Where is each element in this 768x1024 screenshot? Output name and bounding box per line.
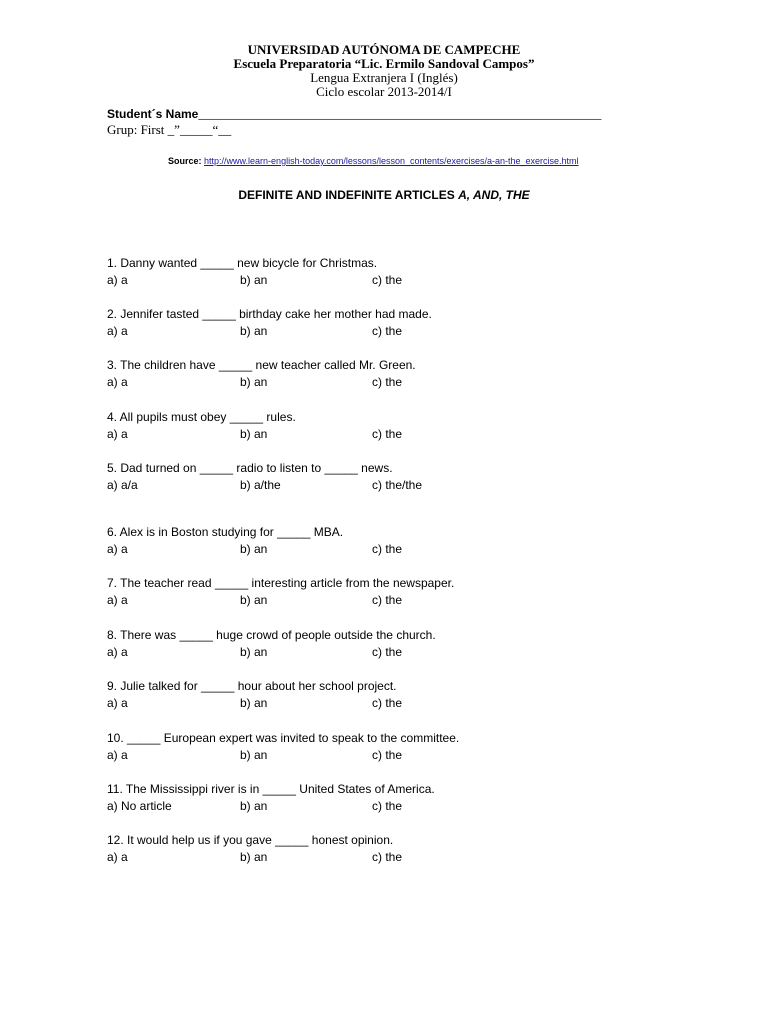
option-b: b) a/the	[240, 478, 281, 492]
student-name-blank: ______________________________________________________________	[198, 106, 602, 121]
option-a: a) No article	[107, 799, 172, 813]
option-a: a) a	[107, 375, 128, 389]
option-b: b) an	[240, 799, 268, 813]
option-c: c) the/the	[372, 478, 423, 492]
answer-options	[107, 323, 667, 340]
question-stem: 11. The Mississippi river is in _____ United States of America.	[107, 782, 435, 796]
source-link[interactable]: http://www.learn-english-today.com/lessons/lesson_contents/exercises/a-an-the_exercise.html	[204, 156, 579, 166]
question-item	[107, 678, 667, 712]
option-c: c) the	[372, 375, 403, 389]
answer-options	[107, 644, 667, 661]
exercise-title-italic: A, AND, THE	[458, 188, 530, 202]
group-line: Grup: First _”_____“__	[107, 122, 232, 137]
answer-options	[107, 477, 667, 494]
option-c: c) the	[372, 273, 403, 287]
source-line	[168, 156, 579, 167]
option-c: c) the	[372, 427, 403, 441]
option-c: c) the	[372, 645, 403, 659]
question-stem: 12. It would help us if you gave _____ honest opinion.	[107, 833, 394, 847]
university-name: UNIVERSIDAD AUTÓNOMA DE CAMPECHE	[247, 42, 521, 57]
option-b: b) an	[240, 748, 268, 762]
option-a: a) a	[107, 542, 128, 556]
option-a: a) a	[107, 850, 128, 864]
option-c: c) the	[372, 748, 403, 762]
option-c: c) the	[372, 593, 403, 607]
question-item	[107, 575, 667, 609]
course-name: Lengua Extranjera I (Inglés)	[310, 70, 458, 85]
document-header	[0, 43, 768, 99]
question-stem: 10. _____ European expert was invited to speak to the committee.	[107, 731, 460, 745]
option-b: b) an	[240, 427, 268, 441]
answer-options	[107, 798, 667, 815]
option-b: b) an	[240, 273, 268, 287]
question-item	[107, 627, 667, 661]
question-stem: 6. Alex is in Boston studying for _____ MBA.	[107, 525, 344, 539]
question-item	[107, 730, 667, 764]
option-c: c) the	[372, 850, 403, 864]
exercise-title-main: DEFINITE AND INDEFINITE ARTICLES	[238, 188, 459, 202]
option-a: a) a	[107, 427, 128, 441]
option-c: c) the	[372, 542, 403, 556]
answer-options	[107, 374, 667, 391]
school-name: Escuela Preparatoria “Lic. Ermilo Sandoval Campos”	[233, 56, 535, 71]
question-item	[107, 357, 667, 391]
question-item	[107, 460, 667, 494]
school-cycle: Ciclo escolar 2013-2014/I	[316, 84, 452, 99]
question-item	[107, 255, 667, 289]
option-b: b) an	[240, 850, 268, 864]
option-a: a) a	[107, 593, 128, 607]
question-item	[107, 781, 667, 815]
option-b: b) an	[240, 645, 268, 659]
option-b: b) an	[240, 375, 268, 389]
answer-options	[107, 272, 667, 289]
question-stem: 3. The children have _____ new teacher called Mr. Green.	[107, 358, 416, 372]
option-a: a) a/a	[107, 478, 138, 492]
question-item	[107, 409, 667, 443]
question-stem: 2. Jennifer tasted _____ birthday cake her mother had made.	[107, 307, 432, 321]
question-stem: 7. The teacher read _____ interesting article from the newspaper.	[107, 576, 455, 590]
answer-options	[107, 426, 667, 443]
option-a: a) a	[107, 696, 128, 710]
question-item	[107, 524, 667, 558]
exercise-title	[0, 188, 768, 202]
option-c: c) the	[372, 324, 403, 338]
question-item	[107, 832, 667, 866]
option-c: c) the	[372, 696, 403, 710]
option-c: c) the	[372, 799, 403, 813]
option-b: b) an	[240, 542, 268, 556]
question-item	[107, 306, 667, 340]
question-stem: 1. Danny wanted _____ new bicycle for Christmas.	[107, 256, 378, 270]
option-a: a) a	[107, 645, 128, 659]
question-stem: 4. All pupils must obey _____ rules.	[107, 410, 296, 424]
option-b: b) an	[240, 696, 268, 710]
option-b: b) an	[240, 324, 268, 338]
option-a: a) a	[107, 324, 128, 338]
question-stem: 5. Dad turned on _____ radio to listen to _____ news.	[107, 461, 393, 475]
answer-options	[107, 747, 667, 764]
student-name-label: Student´s Name	[107, 107, 199, 121]
option-a: a) a	[107, 748, 128, 762]
student-name-line	[107, 106, 601, 122]
answer-options	[107, 695, 667, 712]
answer-options	[107, 541, 667, 558]
source-label: Source:	[168, 156, 202, 166]
question-stem: 9. Julie talked for _____ hour about her school project.	[107, 679, 397, 693]
option-a: a) a	[107, 273, 128, 287]
answer-options	[107, 849, 667, 866]
option-b: b) an	[240, 593, 268, 607]
question-stem: 8. There was _____ huge crowd of people outside the church.	[107, 628, 436, 642]
answer-options	[107, 592, 667, 609]
